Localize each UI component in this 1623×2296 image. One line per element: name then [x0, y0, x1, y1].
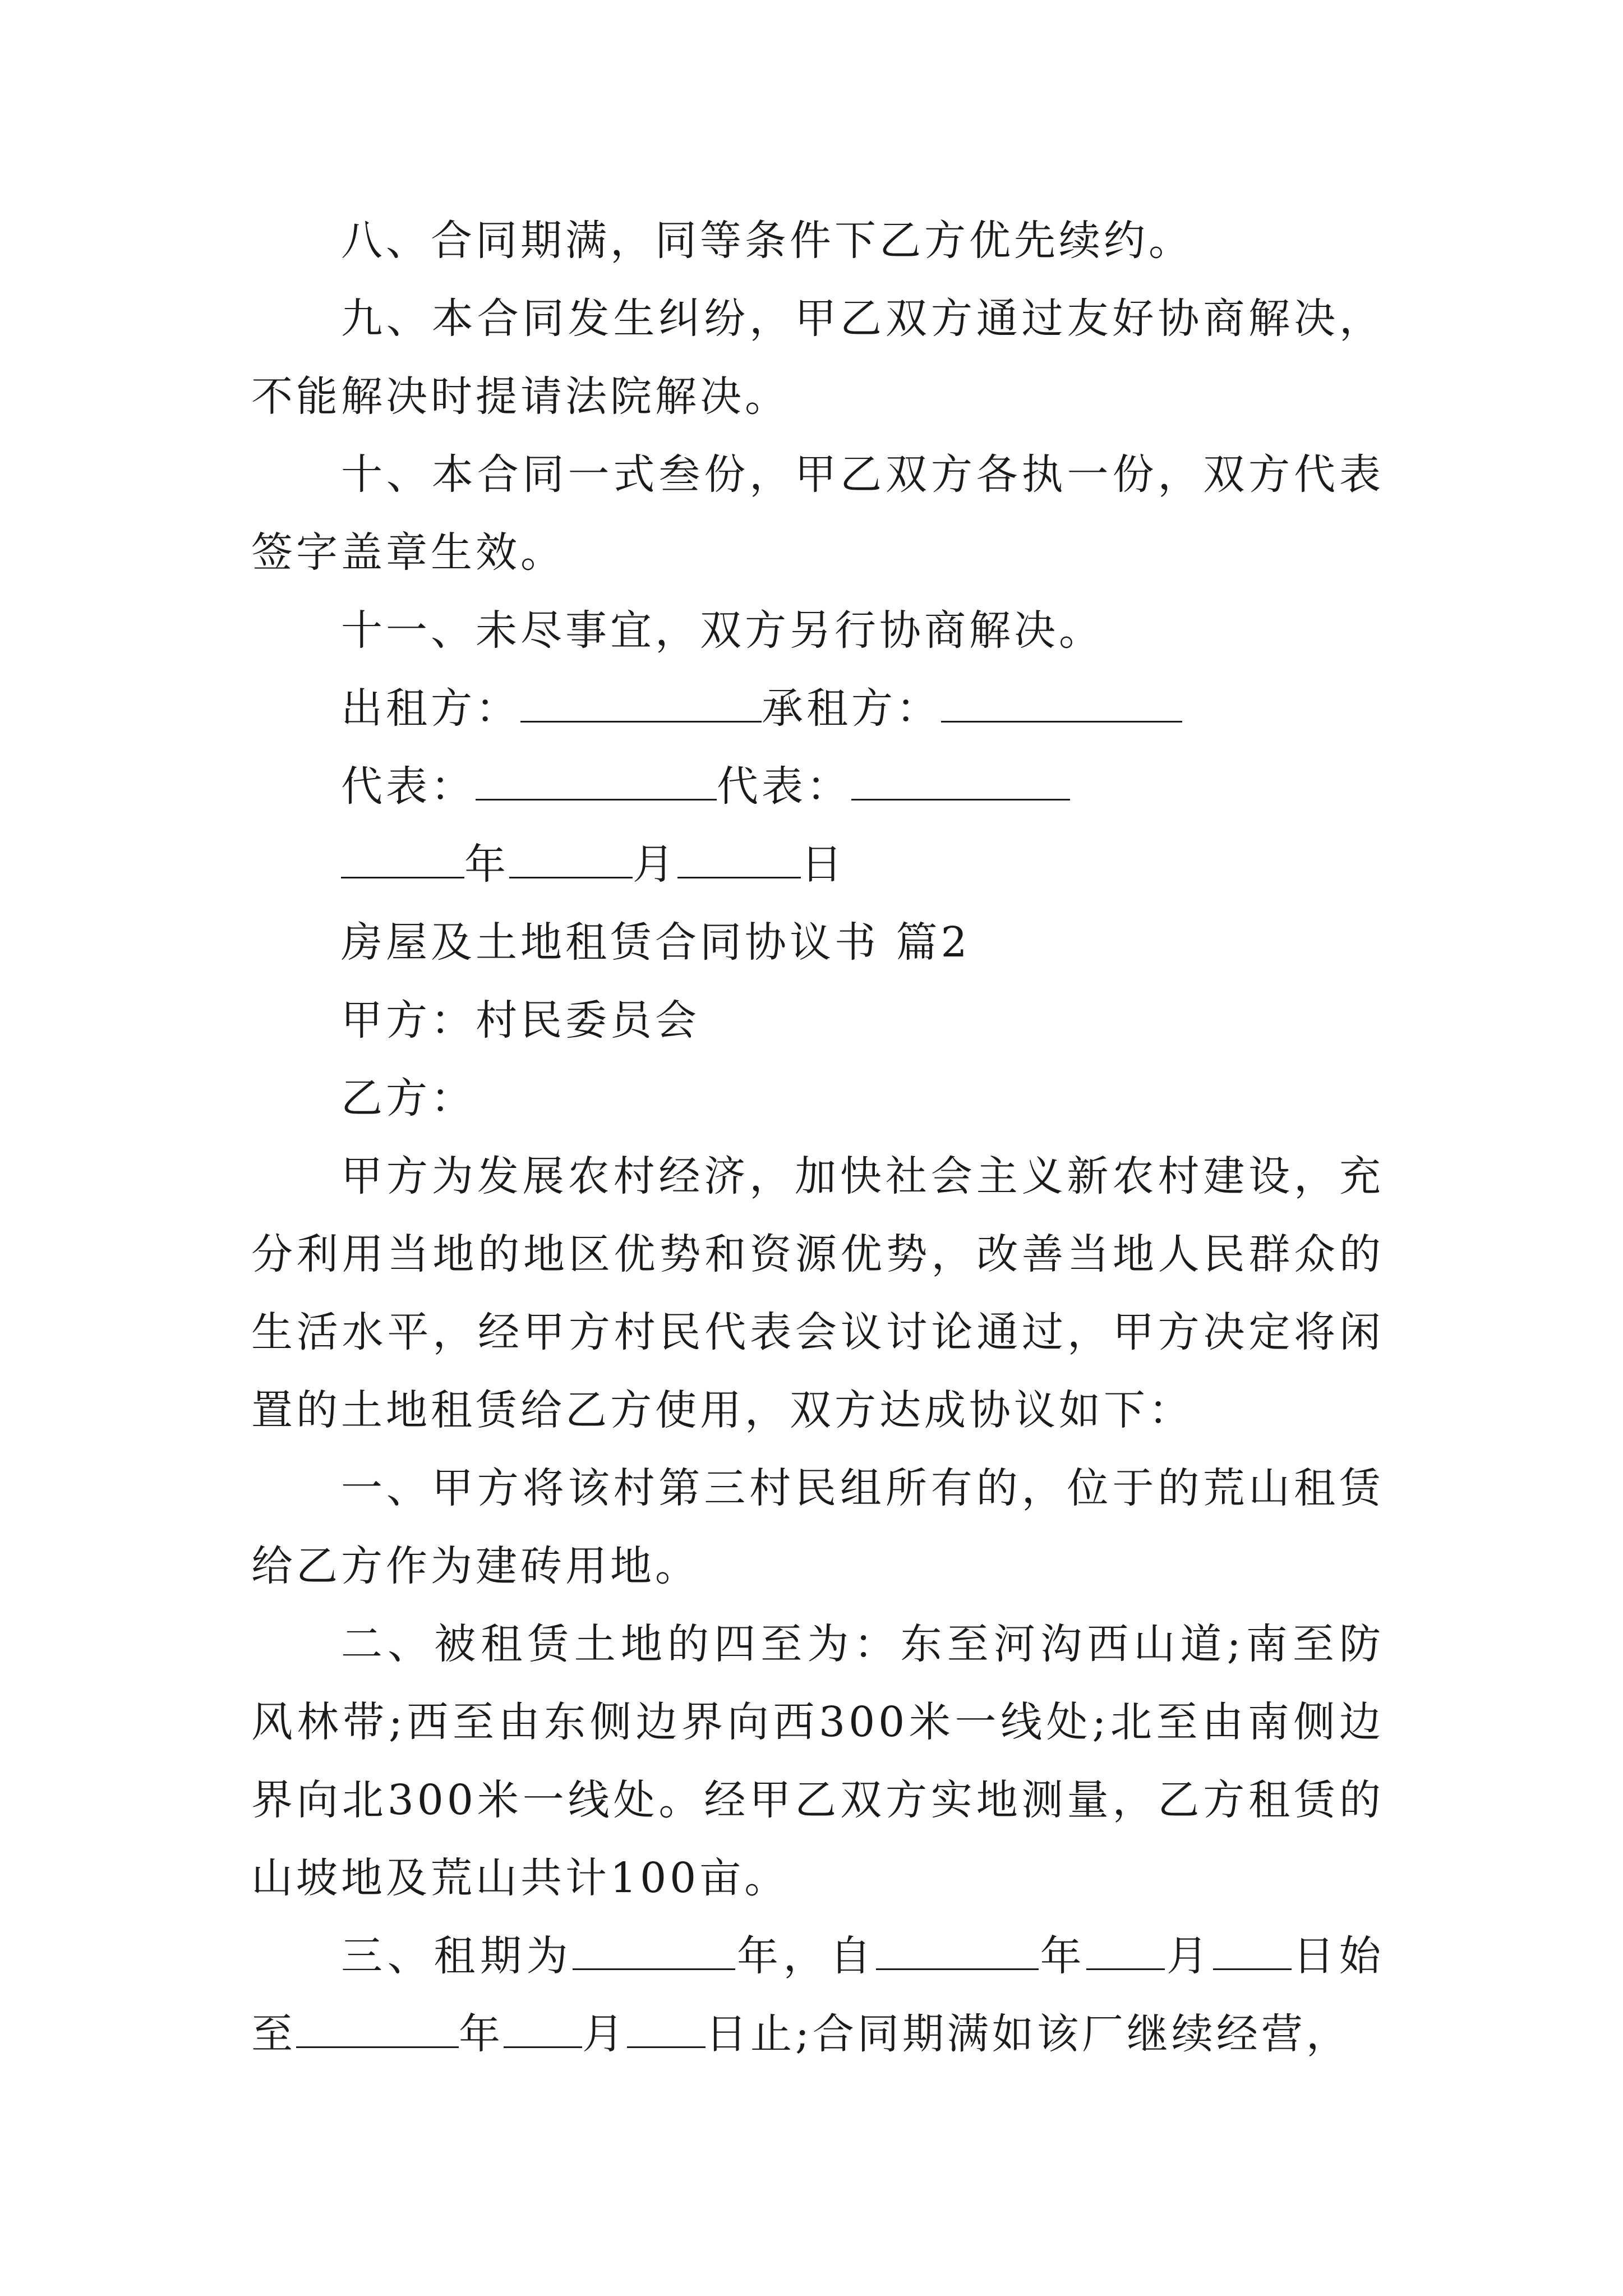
signature-parties-line [251, 670, 1384, 748]
lessor-label: 出租方： [341, 684, 520, 733]
clause-10: 十、本合同一式叁份，甲乙双方各执一份，双方代表签字盖章生效。 [251, 450, 1384, 577]
date-day-blank [677, 842, 801, 878]
clause-8: 八、合同期满，同等条件下乙方优先续约。 [341, 217, 1193, 265]
end-month-label: 月 [582, 2010, 627, 2058]
start-day-blank [1213, 1934, 1292, 1970]
date-day-label: 日 [801, 840, 846, 889]
start-year-label: 年 [1039, 1932, 1087, 1980]
lessee-blank [941, 686, 1182, 723]
end-day-label: 日止;合同期满如该厂继续经营， [706, 2010, 1351, 2058]
end-day-blank [627, 2012, 706, 2048]
end-month-blank [504, 2012, 582, 2048]
rep-lessee-blank [851, 764, 1070, 800]
rep-label-lessor: 代表： [341, 762, 476, 811]
start-month-label: 月 [1165, 1932, 1213, 1980]
end-year-blank [296, 2012, 459, 2048]
article-3-from: 年，自 [735, 1932, 877, 1980]
party-b: 乙方： [341, 1074, 476, 1122]
start-year-blank [876, 1934, 1039, 1970]
start-month-blank [1086, 1934, 1165, 1970]
section-title: 房屋及土地租赁合同协议书 篇2 [341, 918, 971, 967]
rep-label-lessee: 代表： [717, 762, 851, 811]
rep-lessor-blank [476, 764, 717, 800]
signature-representatives-line [251, 748, 1384, 826]
article-3-prefix: 三、租期为 [341, 1932, 573, 1980]
lessor-blank [520, 686, 762, 723]
signature-date-line [251, 826, 1384, 904]
article-2: 二、被租赁土地的四至为：东至河沟西山道;南至防风林带;西至由东侧边界向西300米一线处;北至由南侧边界向北300米一线处。经甲乙双方实地测量，乙方租赁的山坡地及荒山共计100亩。 [251, 1620, 1384, 1902]
end-year-label: 年 [459, 2010, 504, 2058]
date-month-blank [509, 842, 633, 878]
party-a: 甲方：村民委员会 [341, 996, 700, 1045]
intro-paragraph: 甲方为发展农村经济，加快社会主义新农村建设，充分利用当地的地区优势和资源优势，改善当地人民群众的生活水平，经甲方村民代表会议讨论通过，甲方决定将闲置的土地租赁给乙方使用，双方达成协议如下： [251, 1152, 1384, 1434]
date-year-blank [341, 842, 464, 878]
clause-11: 十一、未尽事宜，双方另行协商解决。 [341, 606, 1104, 655]
date-year-label: 年 [464, 840, 509, 889]
lessee-label: 承租方： [762, 684, 941, 733]
article-3 [251, 1917, 1384, 2073]
start-day-label: 日始至 [251, 1932, 1385, 2058]
date-month-label: 月 [633, 840, 677, 889]
term-years-blank [573, 1934, 735, 1970]
clause-9: 九、本合同发生纠纷，甲乙双方通过友好协商解决，不能解决时提请法院解决。 [251, 295, 1384, 421]
article-1: 一、甲方将该村第三村民组所有的，位于的荒山租赁给乙方作为建砖用地。 [251, 1464, 1384, 1590]
document-body [251, 202, 1384, 2073]
